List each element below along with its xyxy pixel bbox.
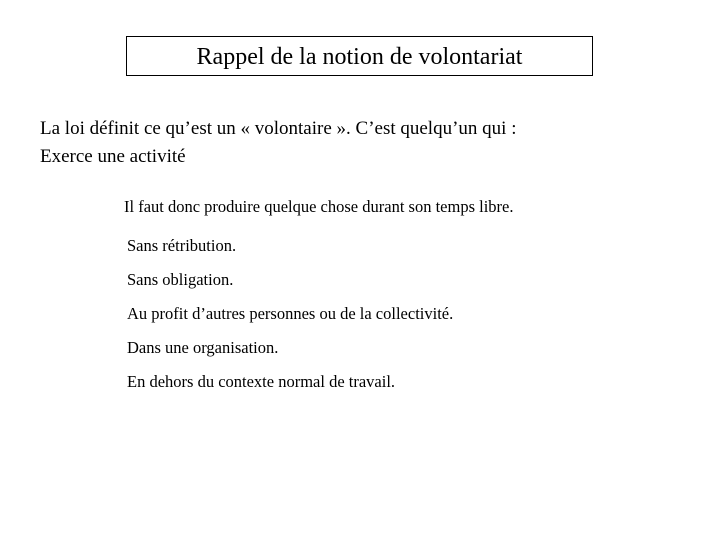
activity-explanation: Il faut donc produire quelque chose durant son temps libre. [124, 197, 514, 216]
criterion-item: Au profit d’autres personnes ou de la collectivité. [127, 304, 454, 323]
criterion-item: En dehors du contexte normal de travail. [127, 372, 396, 391]
intro-line-definition: La loi définit ce qu’est un « volontaire ». C’est quelqu’un qui : [40, 118, 517, 139]
criterion-item: Dans une organisation. [127, 338, 279, 357]
criterion-item: Sans rétribution. [127, 236, 237, 255]
criterion-item: Sans obligation. [127, 270, 234, 289]
page-title: Rappel de la notion de volontariat [126, 36, 593, 76]
intro-paragraph [40, 115, 700, 171]
criteria-list [127, 235, 453, 405]
intro-line-activity: Exerce une activité [40, 146, 186, 167]
